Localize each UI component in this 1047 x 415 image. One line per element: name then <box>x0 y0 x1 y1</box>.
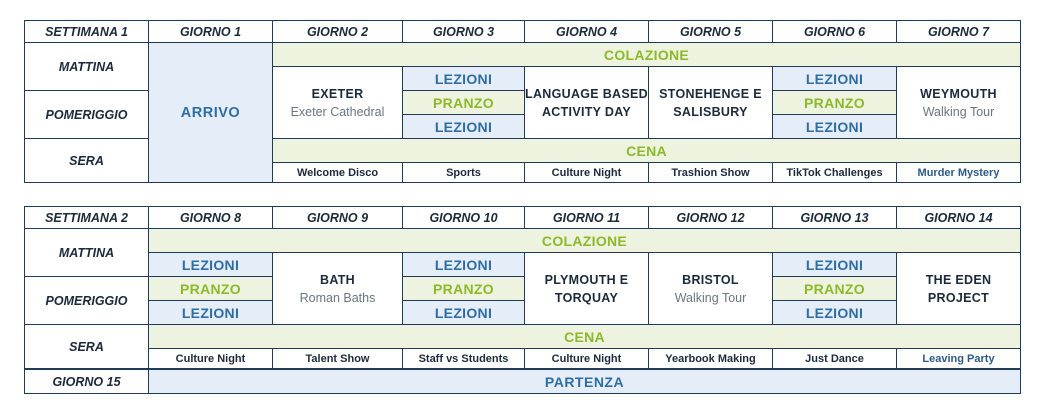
row-label-evening: SERA <box>25 139 149 183</box>
row-label-day15: GIORNO 15 <box>25 369 149 394</box>
evening-event: Yearbook Making <box>649 349 773 370</box>
excursion-title: SALISBURY <box>673 104 748 119</box>
day-header: GIORNO 10 <box>403 207 525 229</box>
day-header: GIORNO 11 <box>525 207 649 229</box>
lessons-cell: LEZIONI <box>773 67 897 91</box>
lunch-cell: PRANZO <box>149 277 273 301</box>
week1-header-row <box>25 21 1021 43</box>
excursion-exeter <box>273 67 403 139</box>
evening-event: Just Dance <box>773 349 897 370</box>
breakfast-band: COLAZIONE <box>273 43 1021 67</box>
lunch-cell: PRANZO <box>403 91 525 115</box>
day-header: GIORNO 1 <box>149 21 273 43</box>
evening-event: Culture Night <box>149 349 273 370</box>
day-header: GIORNO 3 <box>403 21 525 43</box>
dinner-band: CENA <box>149 325 1021 349</box>
row-label-morning: MATTINA <box>25 43 149 91</box>
excursion-title: TORQUAY <box>554 290 619 305</box>
excursion-title: WEYMOUTH <box>920 86 997 101</box>
lessons-cell: LEZIONI <box>773 115 897 139</box>
week-label: SETTIMANA 2 <box>25 207 149 229</box>
excursion-plymouth <box>525 253 649 325</box>
excursion-eden-project <box>897 253 1021 325</box>
day-header: GIORNO 2 <box>273 21 403 43</box>
day-header: GIORNO 6 <box>773 21 897 43</box>
week2-schedule-table <box>24 206 1021 394</box>
excursion-subtitle: Exeter Cathedral <box>290 104 385 119</box>
lessons-cell: LEZIONI <box>403 115 525 139</box>
day-header: GIORNO 7 <box>897 21 1021 43</box>
day-header: GIORNO 4 <box>525 21 649 43</box>
lessons-cell: LEZIONI <box>403 67 525 91</box>
day-header: GIORNO 12 <box>649 207 773 229</box>
row-label-afternoon: POMERIGGIO <box>25 277 149 325</box>
week1-schedule-table <box>24 20 1021 183</box>
excursion-title: STONEHENGE E <box>659 86 762 101</box>
evening-event: Staff vs Students <box>403 349 525 370</box>
week2-header-row <box>25 207 1021 229</box>
excursion-subtitle: Walking Tour <box>674 290 747 305</box>
day-header: GIORNO 9 <box>273 207 403 229</box>
excursion-title: LANGUAGE BASED <box>525 86 648 101</box>
departure-band: PARTENZA <box>149 369 1021 394</box>
day-header: GIORNO 8 <box>149 207 273 229</box>
excursion-bristol <box>649 253 773 325</box>
lessons-cell: LEZIONI <box>403 301 525 325</box>
evening-event: Leaving Party <box>897 349 1021 370</box>
excursion-title: PLYMOUTH E <box>544 272 629 287</box>
evening-event: Talent Show <box>273 349 403 370</box>
evening-event: Welcome Disco <box>273 163 403 183</box>
day-header: GIORNO 13 <box>773 207 897 229</box>
day-header: GIORNO 14 <box>897 207 1021 229</box>
excursion-title: THE EDEN <box>925 272 992 287</box>
lessons-cell: LEZIONI <box>149 301 273 325</box>
excursion-title: ACTIVITY DAY <box>541 104 632 119</box>
row-label-evening: SERA <box>25 325 149 370</box>
lunch-cell: PRANZO <box>403 277 525 301</box>
dinner-band: CENA <box>273 139 1021 163</box>
evening-event: Sports <box>403 163 525 183</box>
excursion-title: BATH <box>320 272 355 287</box>
evening-event: Murder Mystery <box>897 163 1021 183</box>
row-label-morning: MATTINA <box>25 229 149 277</box>
lunch-cell: PRANZO <box>773 277 897 301</box>
day-header: GIORNO 5 <box>649 21 773 43</box>
excursion-subtitle: Roman Baths <box>299 290 376 305</box>
excursion-weymouth <box>897 67 1021 139</box>
lunch-cell: PRANZO <box>773 91 897 115</box>
evening-event: Culture Night <box>525 349 649 370</box>
breakfast-band: COLAZIONE <box>149 229 1021 253</box>
activity-language-day <box>525 67 649 139</box>
week-label: SETTIMANA 1 <box>25 21 149 43</box>
lessons-cell: LEZIONI <box>773 301 897 325</box>
evening-event: TikTok Challenges <box>773 163 897 183</box>
excursion-title: PROJECT <box>927 290 990 305</box>
lessons-cell: LEZIONI <box>773 253 897 277</box>
excursion-subtitle: Walking Tour <box>922 104 995 119</box>
excursion-title: EXETER <box>311 86 364 101</box>
excursion-stonehenge <box>649 67 773 139</box>
excursion-bath <box>273 253 403 325</box>
arrival-cell: ARRIVO <box>149 43 273 183</box>
lessons-cell: LEZIONI <box>403 253 525 277</box>
lessons-cell: LEZIONI <box>149 253 273 277</box>
excursion-title: BRISTOL <box>682 272 739 287</box>
evening-event: Trashion Show <box>649 163 773 183</box>
row-label-afternoon: POMERIGGIO <box>25 91 149 139</box>
evening-event: Culture Night <box>525 163 649 183</box>
